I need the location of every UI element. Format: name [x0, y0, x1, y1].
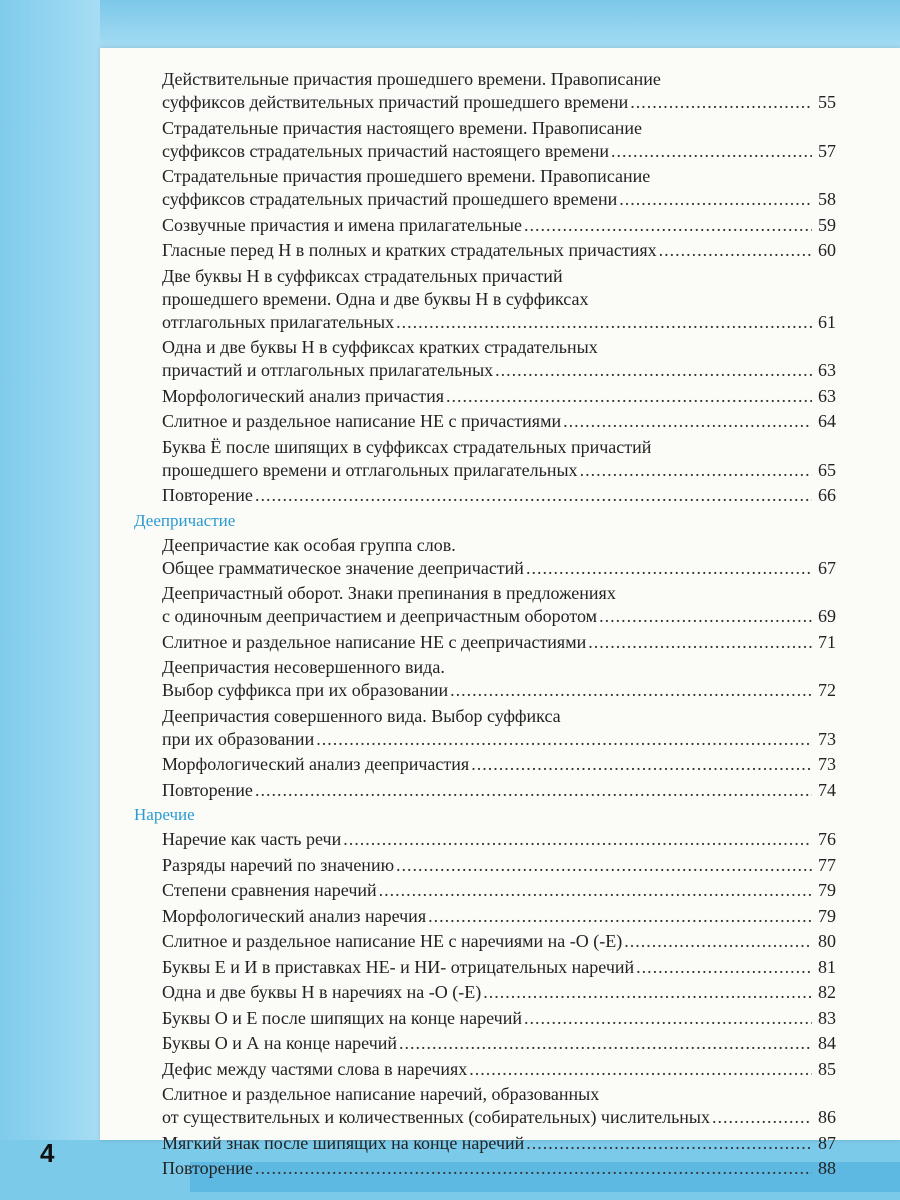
toc-page-number: 60	[818, 240, 836, 260]
toc-entry-text: Морфологический анализ причастия	[162, 385, 445, 406]
toc-entry-text: Деепричастие как особая группа слов.	[162, 534, 456, 555]
toc-entry	[162, 705, 836, 751]
toc-entry	[162, 981, 836, 1004]
dot-leader	[495, 359, 812, 382]
dot-leader	[450, 679, 812, 702]
toc-entry-text: Деепричастный оборот. Знаки препинания в предложениях	[162, 583, 616, 603]
toc-entry-text: причастий и отглагольных прилагательных	[162, 360, 494, 380]
toc-page-number: 63	[818, 385, 836, 406]
dot-leader	[343, 828, 812, 851]
toc-entry	[162, 239, 836, 262]
toc-page-number: 87	[818, 1132, 836, 1153]
toc-page-number: 58	[818, 189, 836, 209]
toc-page-number: 57	[818, 140, 836, 161]
toc-entry-text: прошедшего времени. Одна и две буквы Н в суффиксах	[162, 288, 589, 309]
toc-entry-text: Слитное и раздельное написание НЕ с деепричастиями	[162, 631, 587, 652]
toc-entry-text: Страдательные причастия прошедшего времени. Правописание	[162, 166, 651, 186]
dot-leader	[446, 385, 812, 408]
toc-entry	[162, 410, 836, 433]
dot-leader	[379, 879, 812, 902]
toc-entry	[162, 1083, 836, 1129]
toc-page-number: 67	[818, 557, 836, 578]
toc-page-number: 73	[818, 754, 836, 774]
toc-page-number: 66	[818, 485, 836, 505]
toc-entry-text: Повторение	[162, 1158, 253, 1178]
toc-entry	[162, 1058, 836, 1081]
toc-page-number: 76	[818, 829, 836, 849]
toc-entry-text: Две буквы Н в суффиксах страдательных причастий	[162, 265, 563, 286]
toc-entry	[162, 956, 836, 979]
toc-entry	[162, 265, 836, 334]
toc-entry	[162, 656, 836, 702]
toc-page-number: 77	[818, 854, 836, 875]
dot-leader	[396, 311, 812, 334]
toc-entry-text: Слитное и раздельное написание НЕ с наречиями на -О (-Е)	[162, 931, 623, 951]
toc-entry-text: Слитное и раздельное написание наречий, образованных	[162, 1084, 600, 1104]
dot-leader	[524, 214, 812, 237]
toc-entry	[162, 214, 836, 237]
toc-entry-text: прошедшего времени и отглагольных прилагательных	[162, 459, 578, 480]
dot-leader	[630, 91, 812, 114]
dot-leader	[471, 753, 812, 776]
toc-page-number: 61	[818, 311, 836, 332]
toc-entry-text: Гласные перед Н в полных и кратких страдательных причастиях	[162, 240, 657, 260]
dot-leader	[611, 140, 812, 163]
toc-entry-text: Созвучные причастия и имена прилагательные	[162, 214, 523, 235]
toc-entry-text: Страдательные причастия настоящего времени. Правописание	[162, 117, 643, 138]
dot-leader	[659, 239, 812, 262]
toc-entry-text: Морфологический анализ деепричастия	[162, 754, 470, 774]
toc-entry	[162, 879, 836, 902]
toc-page-number: 64	[818, 411, 836, 431]
toc-entry-text: Мягкий знак после шипящих на конце наречий	[162, 1132, 525, 1153]
toc-entry-text: Буквы О и Е после шипящих на конце наречий	[162, 1007, 522, 1028]
toc-entry	[162, 117, 836, 163]
toc-entry	[162, 854, 836, 877]
background-top-band	[0, 0, 900, 50]
toc-page-number: 65	[818, 459, 836, 480]
toc-entry-text: отглагольных прилагательных	[162, 311, 395, 332]
toc-entry	[162, 68, 836, 114]
toc-entry-text: Одна и две буквы Н в наречиях на -О (-Е)	[162, 982, 482, 1002]
toc-page-number: 79	[818, 905, 836, 926]
background-left-band	[0, 0, 100, 1200]
dot-leader	[483, 981, 812, 1004]
toc-entry-text: Буквы Е и И в приставках НЕ- и НИ- отрицательных наречий	[162, 956, 635, 977]
toc-entry-text: Буква Ё после шипящих в суффиксах страдательных причастий	[162, 436, 652, 457]
dot-leader	[526, 557, 812, 580]
toc-entry-text: Повторение	[162, 779, 253, 800]
dot-leader	[255, 484, 812, 507]
dot-leader	[712, 1106, 812, 1129]
toc-entry	[162, 534, 836, 580]
dot-leader	[619, 188, 812, 211]
toc-entry-text: Разряды наречий по значению	[162, 854, 395, 875]
toc-page-number: 79	[818, 880, 836, 900]
dot-leader	[255, 1157, 812, 1180]
toc-entry-text: суффиксов действительных причастий прошедшего времени	[162, 92, 629, 112]
dot-leader	[396, 854, 812, 877]
toc-entry	[162, 436, 836, 482]
toc-entry	[162, 1032, 836, 1055]
toc-entry-text: при их образовании	[162, 728, 315, 749]
toc-entry	[162, 1157, 836, 1180]
toc-entry-text: Повторение	[162, 485, 253, 505]
toc-page-number: 71	[818, 631, 836, 652]
dot-leader	[580, 459, 812, 482]
dot-leader	[624, 930, 812, 953]
toc-page-number: 83	[818, 1007, 836, 1028]
dot-leader	[316, 728, 812, 751]
toc-entry-text: от существительных и количественных (собирательных) числительных	[162, 1107, 710, 1127]
table-of-contents	[134, 68, 836, 1183]
toc-entry-text: Степени сравнения наречий	[162, 880, 377, 900]
toc-page-number: 81	[818, 956, 836, 977]
dot-leader	[469, 1058, 812, 1081]
toc-entry-text: суффиксов страдательных причастий настоящего времени	[162, 140, 609, 161]
toc-entry-text: с одиночным деепричастием и деепричастным оборотом	[162, 606, 598, 626]
toc-page-number: 72	[818, 680, 836, 700]
toc-entry-text: Наречие как часть речи	[162, 829, 342, 849]
toc-entry-text: суффиксов страдательных причастий прошедшего времени	[162, 189, 618, 209]
toc-page-number: 86	[818, 1107, 836, 1127]
toc-entry	[162, 165, 836, 211]
dot-leader	[599, 605, 812, 628]
toc-entry-text: Выбор суффикса при их образовании	[162, 680, 449, 700]
toc-entry	[162, 828, 836, 851]
toc-entry	[162, 779, 836, 802]
toc-page-number: 73	[818, 728, 836, 749]
toc-entry	[162, 1007, 836, 1030]
toc-entry-text: Дефис между частями слова в наречиях	[162, 1058, 468, 1079]
section-heading: Деепричастие	[134, 510, 236, 530]
dot-leader	[524, 1007, 812, 1030]
toc-entry	[162, 484, 836, 507]
toc-page-number: 84	[818, 1033, 836, 1053]
toc-page-number: 59	[818, 214, 836, 235]
toc-entry-text: Слитное и раздельное написание НЕ с причастиями	[162, 411, 562, 431]
page-number: 4	[40, 1138, 55, 1168]
toc-entry-text: Действительные причастия прошедшего времени. Правописание	[162, 69, 661, 89]
toc-page-number: 69	[818, 606, 836, 626]
toc-page-number: 82	[818, 982, 836, 1002]
dot-leader	[563, 410, 812, 433]
toc-entry	[162, 385, 836, 408]
toc-page-number: 85	[818, 1058, 836, 1079]
toc-entry-text: Одна и две буквы Н в суффиксах кратких страдательных	[162, 337, 598, 357]
toc-page-number: 74	[818, 779, 836, 800]
dot-leader	[428, 905, 812, 928]
dot-leader	[399, 1032, 812, 1055]
toc-page-number: 63	[818, 360, 836, 380]
toc-entry-text: Морфологический анализ наречия	[162, 905, 427, 926]
dot-leader	[526, 1132, 812, 1155]
toc-entry-text: Деепричастия несовершенного вида.	[162, 657, 445, 677]
dot-leader	[636, 956, 812, 979]
section-heading: Наречие	[134, 805, 195, 824]
toc-entry	[162, 905, 836, 928]
dot-leader	[255, 779, 812, 802]
toc-entry	[162, 631, 836, 654]
toc-entry	[162, 336, 836, 382]
toc-entry	[162, 930, 836, 953]
toc-page-number: 88	[818, 1158, 836, 1178]
toc-entry-text: Буквы О и А на конце наречий	[162, 1033, 398, 1053]
toc-entry-text: Деепричастия совершенного вида. Выбор суффикса	[162, 705, 561, 726]
dot-leader	[588, 631, 812, 654]
toc-entry	[162, 753, 836, 776]
toc-entry	[162, 582, 836, 628]
toc-entry-text: Общее грамматическое значение деепричастий	[162, 557, 524, 578]
toc-page-number: 55	[818, 92, 836, 112]
toc-entry	[162, 1132, 836, 1155]
toc-page-number: 80	[818, 931, 836, 951]
